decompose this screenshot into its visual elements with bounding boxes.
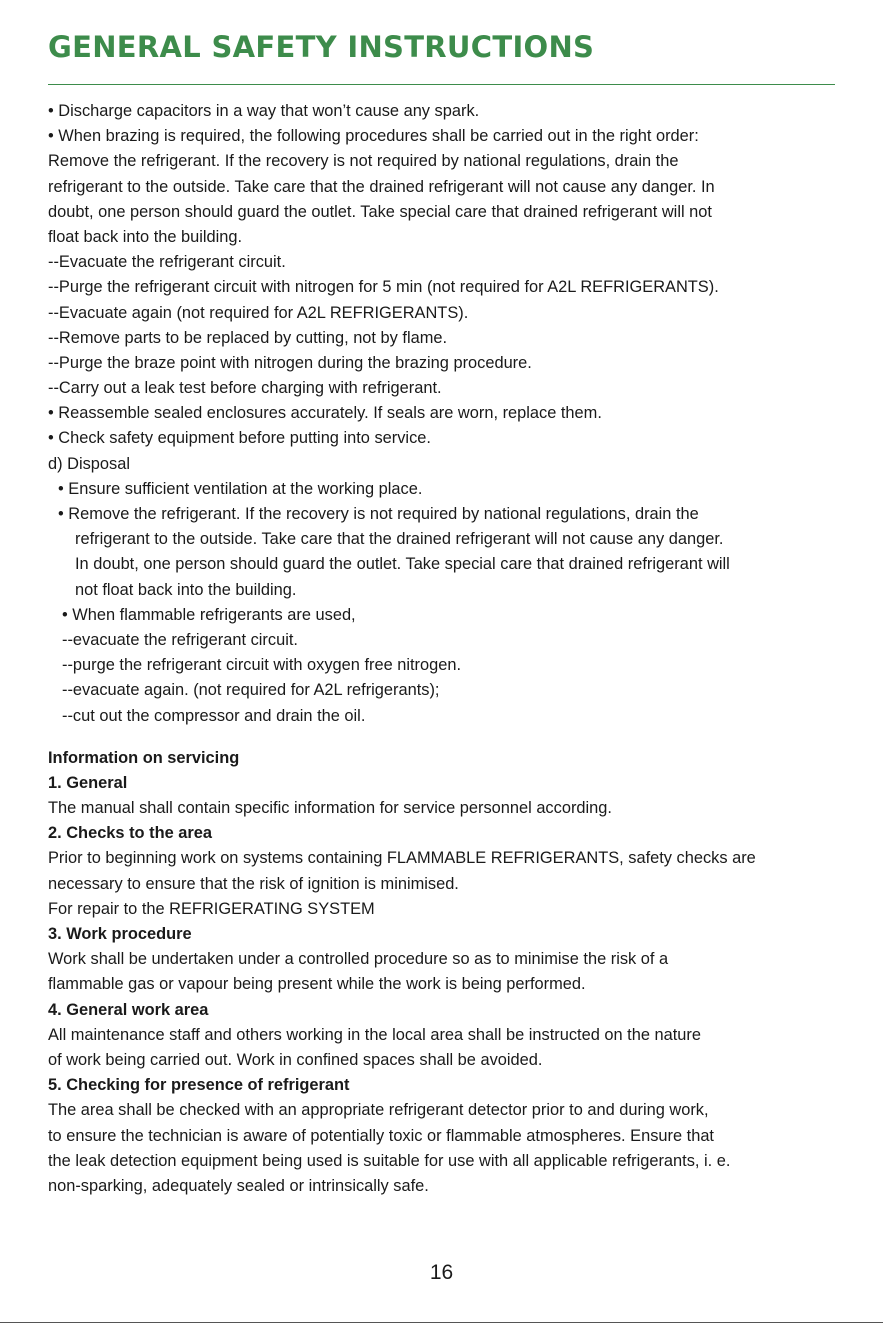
text-line: non-sparking, adequately sealed or intrinsically safe. xyxy=(48,1176,429,1195)
text-line: • Remove the refrigerant. If the recovery is not required by national regulations, drain the xyxy=(58,505,699,523)
text-line: --cut out the compressor and drain the oil. xyxy=(62,706,366,725)
section-spacer xyxy=(48,729,838,746)
text-line: The manual shall contain specific information for service personnel according. xyxy=(48,799,612,818)
text-line: --Remove parts to be replaced by cutting, not by flame. xyxy=(48,328,448,347)
text-line: --evacuate the refrigerant circuit. xyxy=(62,630,298,649)
text-line: to ensure the technician is aware of potentially toxic or flammable atmospheres. Ensure that xyxy=(48,1126,714,1145)
text-line: --Carry out a leak test before charging with refrigerant. xyxy=(48,379,442,398)
text-line: For repair to the REFRIGERATING SYSTEM xyxy=(48,899,375,918)
title-divider xyxy=(48,84,835,85)
text-line: d) Disposal xyxy=(48,454,130,473)
text-line: • Reassemble sealed enclosures accurately. If seals are worn, replace them. xyxy=(48,404,602,423)
text-line: • When flammable refrigerants are used, xyxy=(62,605,356,624)
text-line: float back into the building. xyxy=(48,227,243,246)
page-bottom-edge xyxy=(0,1322,883,1323)
text-line: • Ensure sufficient ventilation at the working place. xyxy=(58,479,423,498)
text-line: • When brazing is required, the following procedures shall be carried out in the right order: xyxy=(48,127,699,146)
text-line: --Purge the braze point with nitrogen during the brazing procedure. xyxy=(48,353,532,372)
section-heading: Information on servicing xyxy=(48,748,240,767)
subsection-heading: 1. General xyxy=(48,773,128,792)
subsection-heading: 5. Checking for presence of refrigerant xyxy=(48,1076,350,1095)
text-line: Prior to beginning work on systems containing FLAMMABLE REFRIGERANTS, safety checks are xyxy=(48,849,756,868)
document-body xyxy=(48,99,838,1199)
text-line: • Check safety equipment before putting into service. xyxy=(48,429,431,448)
text-line: doubt, one person should guard the outlet. Take special care that drained refrigerant will not xyxy=(48,202,712,221)
text-line: flammable gas or vapour being present while the work is being performed. xyxy=(48,975,586,994)
subsection-heading: 3. Work procedure xyxy=(48,925,192,943)
text-line: of work being carried out. Work in confined spaces shall be avoided. xyxy=(48,1050,543,1069)
page-number: 16 xyxy=(429,1261,454,1284)
text-line: refrigerant to the outside. Take care that the drained refrigerant will not cause any danger. In xyxy=(48,177,715,196)
text-line: In doubt, one person should guard the outlet. Take special care that drained refrigerant will xyxy=(75,555,730,574)
text-line: refrigerant to the outside. Take care that the drained refrigerant will not cause any danger. xyxy=(75,530,724,549)
text-line: • Discharge capacitors in a way that won’t cause any spark. xyxy=(48,102,480,120)
text-line: necessary to ensure that the risk of ignition is minimised. xyxy=(48,874,459,893)
text-line: Work shall be undertaken under a controlled procedure so as to minimise the risk of a xyxy=(48,950,669,969)
text-line: the leak detection equipment being used is suitable for use with all applicable refrigerants, i. e. xyxy=(48,1151,731,1170)
text-line: The area shall be checked with an appropriate refrigerant detector prior to and during work, xyxy=(48,1101,709,1120)
text-line: --Evacuate again (not required for A2L REFRIGERANTS). xyxy=(48,303,469,322)
text-line: --Evacuate the refrigerant circuit. xyxy=(48,253,286,272)
text-line: Remove the refrigerant. If the recovery is not required by national regulations, drain the xyxy=(48,152,679,171)
text-line: --Purge the refrigerant circuit with nitrogen for 5 min (not required for A2L REFRIGERANTS). xyxy=(48,278,719,297)
subsection-heading: 4. General work area xyxy=(48,1000,209,1019)
text-line: --purge the refrigerant circuit with oxygen free nitrogen. xyxy=(62,656,462,675)
page-title: GENERAL SAFETY INSTRUCTIONS xyxy=(48,30,595,64)
text-line: All maintenance staff and others working in the local area shall be instructed on the nature xyxy=(48,1025,701,1044)
text-line: not float back into the building. xyxy=(75,580,297,599)
subsection-heading: 2. Checks to the area xyxy=(48,824,212,843)
text-line: --evacuate again. (not required for A2L refrigerants); xyxy=(62,681,440,700)
